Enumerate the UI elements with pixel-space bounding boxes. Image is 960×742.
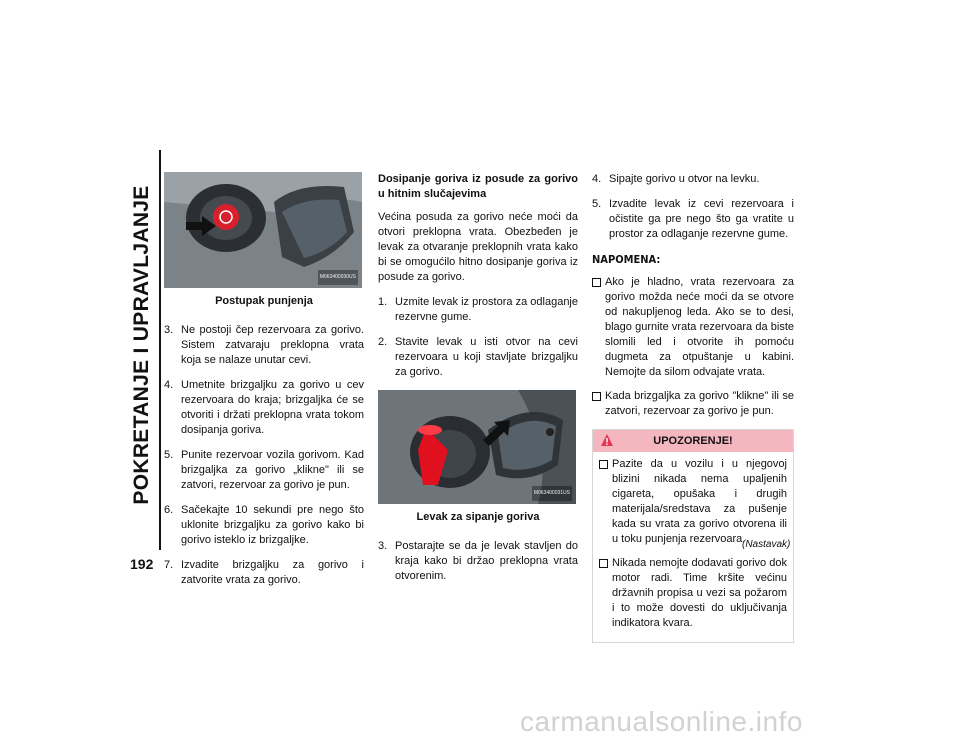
- warning-header: [593, 430, 793, 452]
- list-item: 7. Izvadite brizgaljku za gorivo i zatvorite vrata za gorivo.: [164, 559, 364, 586]
- fueling-photo: [164, 172, 362, 288]
- list-item: 4. Sipajte gorivo u otvor na levku.: [592, 173, 760, 185]
- steps-list: [164, 323, 364, 588]
- warning-box: [592, 429, 794, 643]
- list-item: 6. Sačekajte 10 sekundi pre nego što uklonite brizgaljku za gorivo kako bi gorivo isteklo iz brizgaljke.: [164, 504, 364, 546]
- checkbox-bullet-icon: [599, 559, 608, 568]
- photo-caption: Postupak punjenja: [215, 295, 313, 307]
- notes-list: [592, 275, 794, 419]
- list-item: 5. Izvadite levak iz cevi rezervoara i očistite ga pre nego što ga vratite u prostor za odlaganje rezervne gume.: [592, 198, 794, 240]
- note-title: NAPOMENA:: [592, 253, 661, 266]
- list-item: Ako je hladno, vrata rezervoara za gorivo možda neće moći da se otvore od nakupljenog leda. Ako se to desi, blago gurnite vrata rezervoara da biste slomili led i otvorite ih pomoću dugmeta za otpuštanje u kabini. Nemojte da silom odvajate vrata.: [592, 275, 794, 380]
- checkbox-bullet-icon: [592, 392, 601, 401]
- list-item: Kada brizgaljka za gorivo "klikne" ili se zatvori, rezervoar za gorivo je pun.: [592, 389, 794, 419]
- column-3: [592, 172, 794, 643]
- side-divider: [159, 150, 161, 550]
- steps-list: [378, 295, 578, 380]
- steps-list: [378, 539, 578, 584]
- list-item: 3. Postarajte se da je levak stavljen do kraja kako bi držao preklopna vrata otvorenim.: [378, 540, 578, 582]
- column-1: [164, 172, 364, 598]
- checkbox-bullet-icon: [599, 460, 608, 469]
- checkbox-bullet-icon: [592, 278, 601, 287]
- list-item: 1. Uzmite levak iz prostora za odlaganje rezervne gume.: [378, 296, 578, 323]
- steps-list: [592, 172, 794, 242]
- list-item: 3. Ne postoji čep rezervoara za gorivo. Sistem zatvaraju preklopna vrata koja se nalaze unutar cevi.: [164, 324, 364, 366]
- section-heading: Dosipanje goriva iz posude za gorivo u hitnim slučajevima: [378, 173, 578, 200]
- list-item: 5. Punite rezervoar vozila gorivom. Kad brizgaljka za gorivo „klikne" ili se zatvori, rezervoar za gorivo je pun.: [164, 449, 364, 491]
- photo-caption: Levak za sipanje goriva: [416, 511, 540, 523]
- column-2: [378, 172, 578, 594]
- list-item: 4. Umetnite brizgaljku za gorivo u cev rezervoara do kraja; brizgaljka će se otvoriti i držati preklopna vrata tokom dosipanja goriva.: [164, 379, 364, 436]
- list-item: Nikada nemojte dodavati gorivo dok motor radi. Time kršite većinu državnih propisa u vezi sa požarom i to može dovesti do uključivanja indikatora kvara.: [599, 556, 787, 631]
- side-section-title: POKRETANJE I UPRAVLJANJE: [130, 185, 153, 505]
- watermark: carmanualsonline.info: [520, 706, 803, 737]
- funnel-photo: [378, 390, 576, 504]
- intro-paragraph: Većina posuda za gorivo neće moći da otvori preklopna vrata. Obezbeđen je levak za otvaranje preklopnih vrata kako bi se omogućilo hitno dosipanje goriva iz posude za gorivo.: [378, 211, 578, 283]
- warning-title: UPOZORENJE!: [653, 435, 733, 447]
- warning-triangle-icon: [600, 433, 614, 447]
- photo-code: M063400030US: [318, 270, 358, 285]
- photo-code: M063400031US: [532, 486, 572, 501]
- list-item: 2. Stavite levak u isti otvor na cevi rezervoara u koji stavljate brizgaljku za gorivo.: [378, 336, 578, 378]
- page-number: 192: [130, 556, 154, 572]
- list-item: Pazite da u vozilu i u njegovoj blizini nikada nema upaljenih cigareta, opušaka i drugih materijala/sredstava za pušenje kada su vrata za gorivo otvorena ili u toku punjenja rezervoara.: [599, 457, 787, 547]
- continued-label: (Nastavak): [742, 539, 791, 550]
